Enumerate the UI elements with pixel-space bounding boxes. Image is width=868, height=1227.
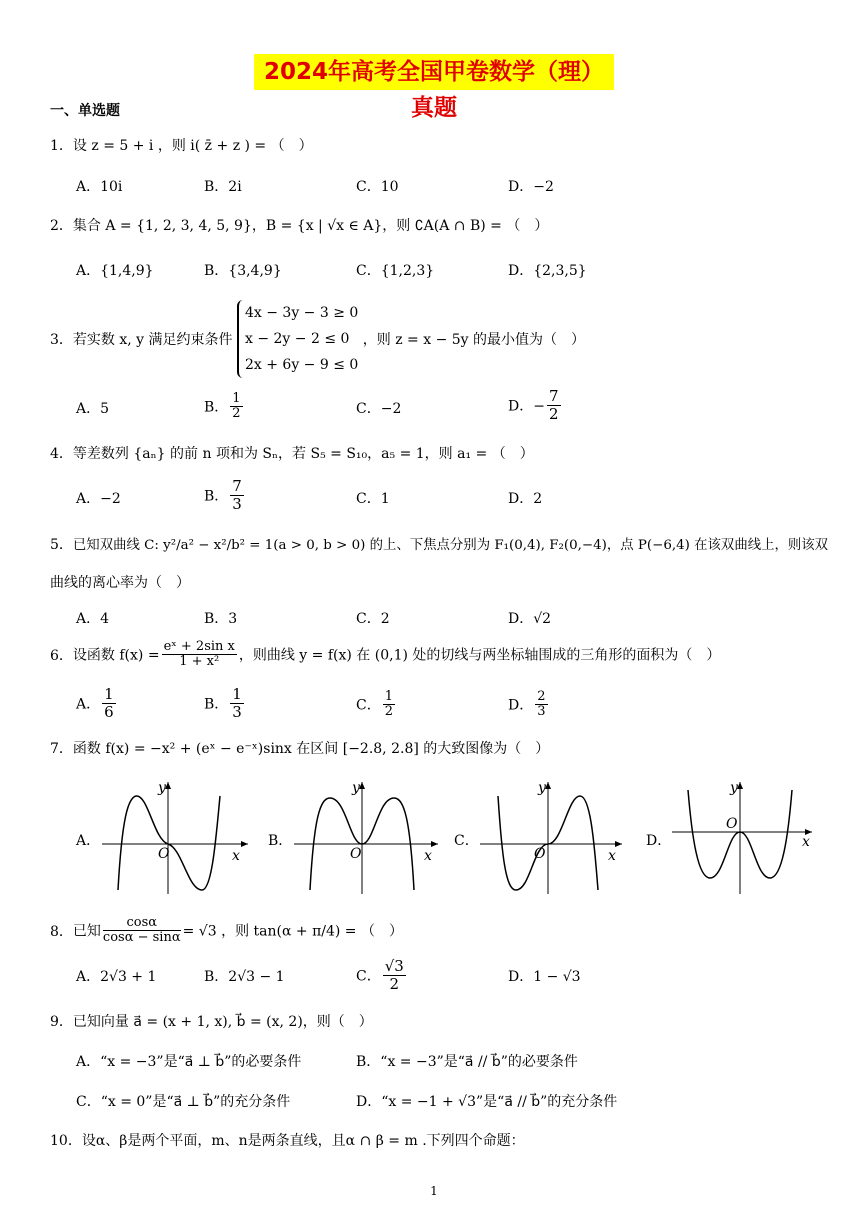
x-axis-arrow — [431, 841, 438, 847]
option-a: A．{1,4,9} — [76, 263, 154, 279]
origin-label: O — [158, 846, 170, 862]
denominator: 1 + x² — [179, 654, 220, 669]
denominator: 3 — [232, 495, 242, 513]
numerator: 7 — [548, 387, 559, 405]
question-text-after: ，则 z = x − 5y 的最小值为（ ） — [362, 332, 586, 348]
option-c: C．1 — [356, 491, 390, 507]
fraction — [162, 640, 237, 669]
option-d: D．“x = −1 + √3”是“a⃗ // b⃗”的充分条件 — [356, 1094, 618, 1110]
option-a: A．“x = −3”是“a⃗ ⊥ b⃗”的必要条件 — [76, 1054, 302, 1070]
constraint-1: 4x − 3y − 3 ≥ 0 — [244, 305, 359, 321]
numerator: 1 — [384, 689, 393, 704]
option-c: C．“x = 0”是“a⃗ ⊥ b⃗”的充分条件 — [76, 1094, 291, 1110]
x-axis-arrow — [241, 841, 248, 847]
option-label: C． — [356, 968, 381, 985]
option-a: A．2√3 + 1 — [76, 969, 157, 985]
option-a: A． — [76, 833, 101, 849]
question-5-continuation: 曲线的离心率为（ ） — [50, 575, 190, 591]
question-text: 设 z = 5 + i ，则 i( z̄ + z ) = （ ） — [72, 138, 313, 154]
question-4 — [50, 443, 534, 463]
numerator: eˣ + 2sin x — [163, 639, 235, 654]
numerator: 7 — [232, 477, 242, 495]
option-a: A．5 — [76, 401, 110, 417]
denominator: 2 — [389, 975, 400, 993]
option-c: C．10 — [356, 179, 399, 195]
question-text: 设α、β是两个平面，m、n是两条直线，且α ∩ β = m .下列四个命题： — [81, 1133, 525, 1149]
x-axis-arrow — [615, 841, 622, 847]
option-label: C． — [356, 697, 381, 714]
question-number: 5． — [50, 537, 73, 553]
constraint-3: 2x + 6y − 9 ≤ 0 — [244, 357, 359, 373]
denominator: 3 — [232, 703, 242, 721]
option-b: B．{3,4,9} — [204, 263, 282, 279]
option-label: D．− — [508, 398, 545, 415]
question-number: 10． — [50, 1133, 82, 1149]
question-2 — [50, 215, 548, 235]
question-number: 8． — [50, 923, 73, 940]
question-3 — [50, 300, 585, 378]
option-c: C．−2 — [356, 401, 402, 417]
numerator: cosα — [103, 916, 181, 931]
question-text-before: 已知 — [72, 923, 101, 940]
origin-label: O — [726, 816, 738, 832]
option-b: B．2√3 − 1 — [204, 969, 285, 985]
option-d: D． — [646, 833, 672, 849]
question-number: 3． — [50, 332, 73, 348]
question-text-after: ，则曲线 y = f(x) 在 (0,1) 处的切线与两坐标轴围成的三角形的面积为（ ） — [238, 647, 721, 664]
option-c — [356, 690, 397, 719]
fraction — [383, 958, 406, 993]
fraction — [230, 478, 244, 513]
page-title: 2024年高考全国甲卷数学（理）真题 — [254, 54, 614, 90]
option-label: B． — [204, 488, 229, 505]
option-a: A．−2 — [76, 491, 121, 507]
y-label: y — [538, 780, 546, 796]
question-text-before: 若实数 x, y 满足约束条件 — [72, 332, 233, 348]
question-6 — [50, 640, 720, 669]
numerator: 1 — [104, 685, 114, 703]
origin-label: O — [534, 846, 546, 862]
graph-a — [98, 778, 258, 898]
option-label: A． — [76, 696, 101, 713]
fraction — [230, 392, 242, 421]
constraint-2: x − 2y − 2 ≤ 0 — [244, 331, 350, 347]
x-label: x — [608, 848, 616, 864]
question-text: 等差数列 {aₙ} 的前 n 项和为 Sₙ，若 S₅ = S₁₀，a₅ = 1，则 a₁ = （ ） — [72, 446, 534, 462]
option-d — [508, 388, 563, 423]
numerator: 1 — [232, 391, 241, 406]
option-a — [76, 686, 118, 721]
constraint-system — [237, 300, 358, 378]
option-d: D．2 — [508, 491, 543, 507]
option-b: B．“x = −3”是“a⃗ // b⃗”的必要条件 — [356, 1054, 578, 1070]
x-label: x — [424, 848, 432, 864]
option-d: D．{2,3,5} — [508, 263, 587, 279]
fraction — [383, 690, 395, 719]
option-a: A．4 — [76, 611, 110, 627]
option-c — [356, 958, 408, 993]
question-number: 6． — [50, 647, 73, 664]
option-d: D．1 − √3 — [508, 969, 581, 985]
option-c: C．2 — [356, 611, 390, 627]
question-5 — [50, 534, 828, 554]
option-b — [204, 478, 246, 513]
graph-d — [668, 778, 818, 898]
question-number: 9． — [50, 1014, 73, 1030]
fraction — [547, 388, 561, 423]
question-text: 函数 f(x) = −x² + (eˣ − e⁻ˣ)sinx 在区间 [−2.8, 2.8] 的大致图像为（ ） — [72, 741, 550, 757]
option-b — [204, 686, 246, 721]
option-label: B． — [204, 399, 229, 416]
denominator: 2 — [384, 704, 393, 719]
question-1 — [50, 135, 313, 155]
numerator: √3 — [384, 957, 404, 975]
option-b: B． — [268, 833, 293, 849]
option-label: D． — [508, 697, 534, 714]
origin-label: O — [350, 846, 362, 862]
question-number: 1． — [50, 138, 73, 154]
question-text: 已知向量 a⃗ = (x + 1, x), b⃗ = (x, 2)，则（ ） — [72, 1014, 373, 1030]
option-d — [508, 690, 550, 719]
option-d: D．−2 — [508, 179, 554, 195]
y-label: y — [158, 780, 166, 796]
curve — [118, 796, 220, 890]
option-a: A．10i — [76, 179, 123, 195]
denominator: 6 — [104, 703, 114, 721]
option-c: C． — [454, 833, 479, 849]
question-text-before: 设函数 f(x) = — [72, 647, 160, 664]
option-d: D．√2 — [508, 611, 552, 627]
denominator: 2 — [548, 405, 559, 423]
y-label: y — [730, 780, 738, 796]
denominator: 2 — [232, 406, 241, 421]
option-b: B．2i — [204, 179, 242, 195]
y-label: y — [352, 780, 360, 796]
numerator: 2 — [537, 689, 546, 704]
option-b — [204, 392, 245, 421]
denominator: 3 — [537, 704, 546, 719]
question-number: 7． — [50, 741, 73, 757]
graph-b — [290, 778, 450, 898]
option-label: B． — [204, 696, 229, 713]
option-b: B．3 — [204, 611, 238, 627]
fraction — [103, 916, 181, 945]
option-c: C．{1,2,3} — [356, 263, 435, 279]
fraction — [102, 686, 116, 721]
fraction — [535, 690, 547, 719]
question-10 — [50, 1130, 525, 1150]
question-number: 2． — [50, 218, 73, 234]
question-number: 4． — [50, 446, 73, 462]
numerator: 1 — [232, 685, 242, 703]
question-text: 集合 A = {1, 2, 3, 4, 5, 9}，B = {x | √x ∈ A}，则 ∁A(A ∩ B) = （ ） — [72, 218, 549, 234]
question-text-after: = √3 ，则 tan(α + π/4) = （ ） — [182, 923, 403, 940]
question-text: 已知双曲线 C: y²/a² − x²/b² = 1(a > 0, b > 0) 的上、下焦点分别为 F₁(0,4), F₂(0,−4)，点 P(−6,4) 在该双曲线上，则该双 — [72, 538, 829, 553]
question-9 — [50, 1011, 373, 1031]
denominator: cosα − sinα — [102, 930, 181, 945]
section-heading: 一、单选题 — [50, 103, 120, 119]
question-8 — [50, 916, 403, 945]
x-label: x — [232, 848, 240, 864]
graph-c — [476, 778, 636, 898]
page-number: 1 — [430, 1184, 438, 1198]
x-label: x — [802, 834, 810, 850]
question-7 — [50, 738, 549, 758]
fraction — [230, 686, 244, 721]
